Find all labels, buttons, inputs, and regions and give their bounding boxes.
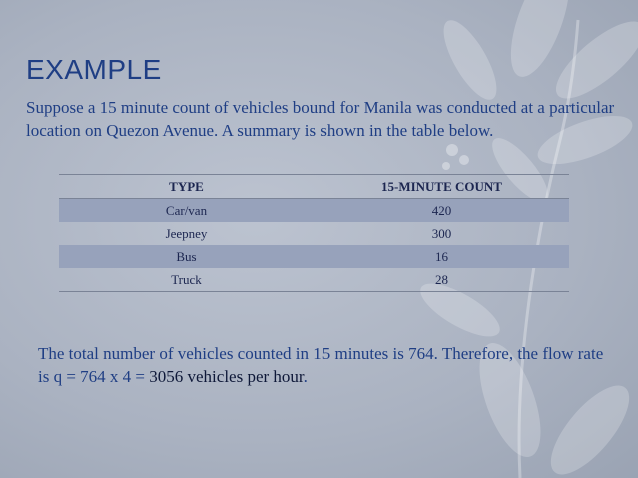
cell-type: Car/van	[165, 202, 208, 218]
table-row	[59, 199, 569, 223]
summary-text: The total number of vehicles counted in 15 minutes is 764. Therefore, the flow rate is q = 764 x 4 =	[38, 344, 604, 386]
table-row	[59, 222, 569, 245]
cell-type: Bus	[176, 248, 197, 264]
cell-count: 420	[431, 202, 452, 218]
cell-count: 28	[435, 271, 448, 287]
table-row	[59, 245, 569, 268]
summary-paragraph	[38, 342, 618, 388]
flow-rate-result: 3056 vehicles per hour	[149, 367, 304, 386]
header-type: TYPE	[169, 178, 204, 194]
intro-paragraph: Suppose a 15 minute count of vehicles bound for Manila was conducted at a particular location on Quezon Avenue. A summary is shown in the table below.	[26, 98, 615, 140]
cell-count: 300	[431, 225, 452, 241]
table-header-row	[59, 175, 569, 199]
slide-title: EXAMPLE	[26, 54, 162, 85]
cell-count: 16	[435, 248, 448, 264]
summary-end: .	[303, 367, 308, 386]
cell-type: Truck	[171, 271, 202, 287]
vehicle-count-table	[59, 174, 569, 292]
cell-type: Jeepney	[165, 225, 208, 241]
table-row	[59, 268, 569, 292]
header-count: 15-MINUTE COUNT	[381, 178, 502, 194]
